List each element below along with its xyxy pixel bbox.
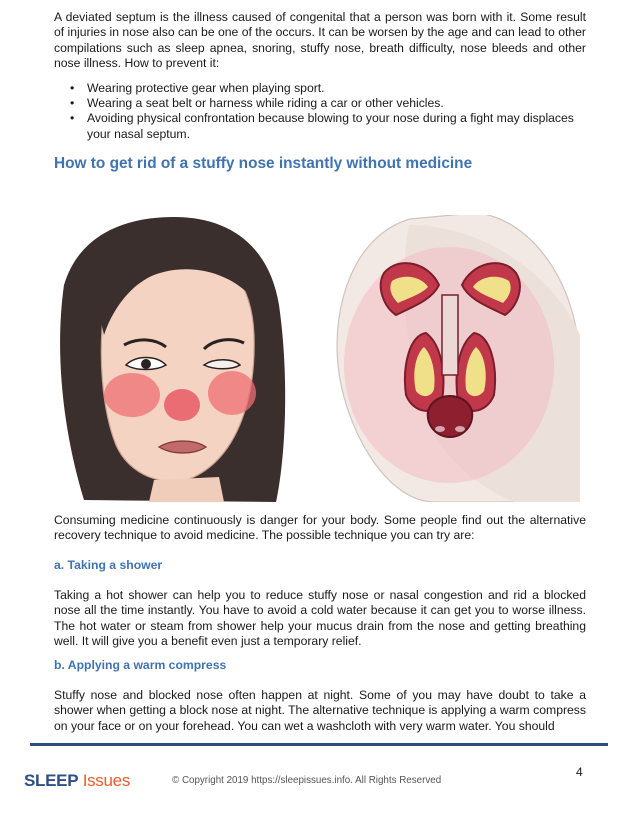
list-item: • Wearing a seat belt or harness while riding a car or other vehicles. bbox=[87, 96, 586, 111]
intro-paragraph: A deviated septum is the illness caused of congenital that a person was born with it. Some result of injuries in nose also can be one of the occurs. It can be worsen by the age and can lead to other compilations such as sleep apnea, snoring, stuffy nose, breath difficulty, nose bleeds and other nose illness. How to prevent it: bbox=[54, 10, 586, 71]
medicine-paragraph: Consuming medicine continuously is danger for your body. Some people find out the alternative recovery technique to avoid medicine. The possible technique you can try are: bbox=[54, 513, 586, 543]
section-heading: How to get rid of a stuffy nose instantly without medicine bbox=[54, 155, 473, 173]
nasal-congestion-illustration bbox=[54, 215, 580, 502]
compress-paragraph: Stuffy nose and blocked nose often happen at night. Some of you may have doubt to take a shower when getting a block nose at night. The alternative technique is applying a warm compress on your face or on your forehead. You can wet a washcloth with very warm water. You should bbox=[54, 688, 586, 733]
sleep-issues-logo bbox=[24, 771, 130, 791]
shower-paragraph: Taking a hot shower can help you to reduce stuffy nose or nasal congestion and rid a blocked nose all the time instantly. You have to avoid a cold water because it can get you to worse illness. The hot water or steam from shower help your mucus drain from the nose and getting breathing well. It will give you a benefit even just a temporary relief. bbox=[54, 588, 586, 649]
copyright-notice: © Copyright 2019 https://sleepissues.info. All Rights Reserved bbox=[172, 775, 442, 786]
logo-text-sleep: SLEEP bbox=[24, 771, 79, 790]
logo-text-issues: Issues bbox=[82, 771, 131, 790]
prevention-list bbox=[54, 81, 586, 143]
heading-taking-shower: a. Taking a shower bbox=[54, 558, 163, 572]
heading-warm-compress: b. Applying a warm compress bbox=[54, 658, 227, 672]
list-item: • Wearing protective gear when playing sport. bbox=[87, 81, 586, 96]
page-body bbox=[54, 10, 586, 174]
footer-divider bbox=[30, 743, 608, 746]
list-item: • Avoiding physical confrontation because blowing to your nose during a fight may displaces your nasal septum. bbox=[87, 111, 586, 142]
page-number: 4 bbox=[576, 765, 583, 779]
